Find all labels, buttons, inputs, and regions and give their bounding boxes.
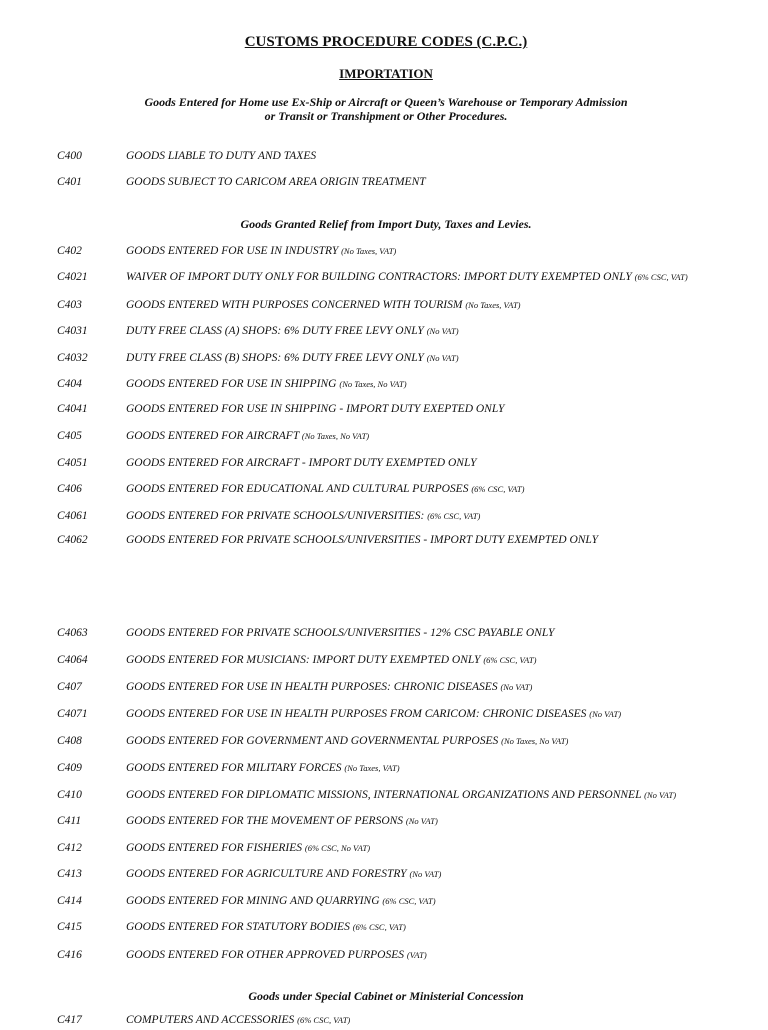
tax-note: (No Taxes, No VAT) bbox=[339, 379, 407, 389]
description-text: GOODS ENTERED FOR PRIVATE SCHOOLS/UNIVERSITIES: bbox=[126, 510, 425, 522]
procedure-description bbox=[126, 1014, 350, 1026]
procedure-description bbox=[126, 681, 532, 693]
tax-note: (No Taxes, VAT) bbox=[465, 300, 521, 310]
tax-note: (No VAT) bbox=[500, 682, 533, 692]
code-row bbox=[0, 176, 768, 192]
procedure-code: C401 bbox=[57, 176, 82, 188]
tax-note: (No VAT) bbox=[644, 790, 677, 800]
procedure-code: C4063 bbox=[57, 627, 88, 639]
description-text: GOODS ENTERED FOR MUSICIANS: IMPORT DUTY EXEMPTED ONLY bbox=[126, 654, 481, 666]
code-row bbox=[0, 352, 768, 368]
procedure-code: C4051 bbox=[57, 457, 88, 469]
procedure-code: C409 bbox=[57, 762, 82, 774]
procedure-code: C405 bbox=[57, 430, 82, 442]
description-text: DUTY FREE CLASS (A) SHOPS: 6% DUTY FREE LEVY ONLY bbox=[126, 325, 424, 337]
tax-note: (No VAT) bbox=[589, 709, 622, 719]
procedure-description bbox=[126, 150, 316, 162]
code-row bbox=[0, 627, 768, 643]
procedure-code: C413 bbox=[57, 868, 82, 880]
code-row bbox=[0, 815, 768, 831]
procedure-description bbox=[126, 815, 438, 827]
tax-note: (6% CSC, VAT) bbox=[483, 655, 537, 665]
tax-note: (No Taxes, VAT) bbox=[341, 246, 397, 256]
procedure-description bbox=[126, 378, 407, 390]
description-text: GOODS SUBJECT TO CARICOM AREA ORIGIN TREATMENT bbox=[126, 176, 426, 188]
procedure-description bbox=[126, 483, 524, 495]
tax-note: (VAT) bbox=[406, 950, 427, 960]
code-row bbox=[0, 681, 768, 697]
tax-note: (No VAT) bbox=[409, 869, 442, 879]
procedure-code: C407 bbox=[57, 681, 82, 693]
procedure-code: C4062 bbox=[57, 534, 88, 546]
procedure-description bbox=[126, 627, 554, 639]
description-text: GOODS ENTERED FOR OTHER APPROVED PURPOSES bbox=[126, 949, 404, 961]
procedure-description bbox=[126, 762, 400, 774]
description-text: GOODS ENTERED FOR AIRCRAFT bbox=[126, 430, 300, 442]
description-text: GOODS ENTERED FOR GOVERNMENT AND GOVERNMENTAL PURPOSES bbox=[126, 735, 499, 747]
procedure-description bbox=[126, 949, 427, 961]
procedure-description bbox=[126, 735, 568, 747]
procedure-description bbox=[126, 245, 396, 257]
description-text: GOODS ENTERED FOR THE MOVEMENT OF PERSONS bbox=[126, 815, 404, 827]
tax-note: (6% CSC, VAT) bbox=[382, 896, 436, 906]
procedure-code: C416 bbox=[57, 949, 82, 961]
procedure-code: C4021 bbox=[57, 271, 88, 283]
tax-note: (6% CSC, No VAT) bbox=[304, 843, 371, 853]
description-text: GOODS ENTERED FOR USE IN HEALTH PURPOSES FROM CARICOM: CHRONIC DISEASES bbox=[126, 708, 587, 720]
code-row bbox=[0, 534, 768, 550]
code-row bbox=[0, 868, 768, 884]
procedure-description bbox=[126, 430, 369, 442]
code-row bbox=[0, 762, 768, 778]
code-row bbox=[0, 378, 768, 394]
procedure-description bbox=[126, 708, 621, 720]
code-row bbox=[0, 735, 768, 751]
tax-note: (No Taxes, VAT) bbox=[344, 763, 400, 773]
code-row bbox=[0, 245, 768, 261]
tax-note: (No Taxes, No VAT) bbox=[501, 736, 569, 746]
procedure-description bbox=[126, 868, 441, 880]
procedure-code: C402 bbox=[57, 245, 82, 257]
procedure-description bbox=[126, 176, 426, 188]
description-text: GOODS ENTERED FOR MINING AND QUARRYING bbox=[126, 895, 380, 907]
procedure-code: C4041 bbox=[57, 403, 88, 415]
tax-note: (6% CSC, VAT) bbox=[471, 484, 525, 494]
section-heading-concession: Goods under Special Cabinet or Ministerial Concession bbox=[248, 989, 524, 1003]
procedure-code: C4071 bbox=[57, 708, 88, 720]
code-row bbox=[0, 271, 768, 287]
description-text: WAIVER OF IMPORT DUTY ONLY FOR BUILDING CONTRACTORS: IMPORT DUTY EXEMPTED ONLY bbox=[126, 271, 632, 283]
code-row bbox=[0, 842, 768, 858]
procedure-code: C410 bbox=[57, 789, 82, 801]
procedure-code: C4061 bbox=[57, 510, 88, 522]
description-text: GOODS ENTERED FOR USE IN SHIPPING - IMPORT DUTY EXEPTED ONLY bbox=[126, 403, 505, 415]
procedure-code: C415 bbox=[57, 921, 82, 933]
description-text: GOODS LIABLE TO DUTY AND TAXES bbox=[126, 150, 317, 162]
code-row bbox=[0, 895, 768, 911]
procedure-description bbox=[126, 789, 676, 801]
code-row bbox=[0, 708, 768, 724]
code-row bbox=[0, 921, 768, 937]
description-text: GOODS ENTERED FOR PRIVATE SCHOOLS/UNIVERSITIES - 12% CSC PAYABLE ONLY bbox=[126, 627, 555, 639]
description-text: GOODS ENTERED FOR DIPLOMATIC MISSIONS, INTERNATIONAL ORGANIZATIONS AND PERSONNEL bbox=[126, 789, 642, 801]
procedure-description bbox=[126, 403, 504, 415]
procedure-code: C400 bbox=[57, 150, 82, 162]
description-text: COMPUTERS AND ACCESSORIES bbox=[126, 1014, 295, 1026]
procedure-code: C414 bbox=[57, 895, 82, 907]
tax-note: (No VAT) bbox=[405, 816, 438, 826]
code-row bbox=[0, 789, 768, 805]
procedure-description bbox=[126, 921, 406, 933]
code-row bbox=[0, 325, 768, 341]
code-row bbox=[0, 654, 768, 670]
tax-note: (6% CSC, VAT) bbox=[352, 922, 406, 932]
code-row bbox=[0, 949, 768, 965]
tax-note: (6% CSC, VAT) bbox=[297, 1015, 351, 1025]
page-title: CUSTOMS PROCEDURE CODES (C.P.C.) bbox=[244, 34, 528, 50]
tax-note: (6% CSC, VAT) bbox=[634, 272, 688, 282]
procedure-code: C4032 bbox=[57, 352, 88, 364]
procedure-code: C417 bbox=[57, 1014, 82, 1026]
description-text: GOODS ENTERED FOR USE IN SHIPPING bbox=[126, 378, 337, 390]
procedure-description bbox=[126, 654, 536, 666]
procedure-description bbox=[126, 842, 370, 854]
description-text: GOODS ENTERED WITH PURPOSES CONCERNED WITH TOURISM bbox=[126, 299, 463, 311]
procedure-description bbox=[126, 325, 459, 337]
procedure-code: C404 bbox=[57, 378, 82, 390]
procedure-code: C403 bbox=[57, 299, 82, 311]
description-text: GOODS ENTERED FOR EDUCATIONAL AND CULTURAL PURPOSES bbox=[126, 483, 469, 495]
description-text: GOODS ENTERED FOR STATUTORY BODIES bbox=[126, 921, 350, 933]
code-row bbox=[0, 457, 768, 473]
description-text: GOODS ENTERED FOR USE IN HEALTH PURPOSES: CHRONIC DISEASES bbox=[126, 681, 498, 693]
procedure-description bbox=[126, 534, 598, 546]
code-row bbox=[0, 150, 768, 166]
code-row bbox=[0, 403, 768, 419]
description-text: GOODS ENTERED FOR USE IN INDUSTRY bbox=[126, 245, 339, 257]
procedure-code: C4031 bbox=[57, 325, 88, 337]
description-text: GOODS ENTERED FOR AIRCRAFT - IMPORT DUTY EXEMPTED ONLY bbox=[126, 457, 477, 469]
description-text: DUTY FREE CLASS (B) SHOPS: 6% DUTY FREE LEVY ONLY bbox=[126, 352, 424, 364]
procedure-description bbox=[126, 299, 521, 311]
page-subtitle: IMPORTATION bbox=[339, 66, 433, 81]
description-text: GOODS ENTERED FOR FISHERIES bbox=[126, 842, 302, 854]
procedure-description bbox=[126, 352, 459, 364]
procedure-code: C4064 bbox=[57, 654, 88, 666]
description-text: GOODS ENTERED FOR AGRICULTURE AND FORESTRY bbox=[126, 868, 407, 880]
tax-note: (No VAT) bbox=[426, 326, 459, 336]
tax-note: (No VAT) bbox=[426, 353, 459, 363]
procedure-description bbox=[126, 271, 688, 283]
procedure-code: C408 bbox=[57, 735, 82, 747]
procedure-description bbox=[126, 895, 436, 907]
code-row bbox=[0, 1014, 768, 1030]
procedure-code: C406 bbox=[57, 483, 82, 495]
procedure-description bbox=[126, 510, 480, 522]
tax-note: (6% CSC, VAT) bbox=[427, 511, 481, 521]
description-text: GOODS ENTERED FOR MILITARY FORCES bbox=[126, 762, 342, 774]
code-row bbox=[0, 483, 768, 499]
code-row bbox=[0, 299, 768, 315]
section-heading-relief: Goods Granted Relief from Import Duty, Taxes and Levies. bbox=[240, 217, 532, 231]
description-text: GOODS ENTERED FOR PRIVATE SCHOOLS/UNIVERSITIES - IMPORT DUTY EXEMPTED ONLY bbox=[126, 534, 598, 546]
code-row bbox=[0, 430, 768, 446]
intro-line-1: Goods Entered for Home use Ex-Ship or Aircraft or Queen’s Warehouse or Temporary Admission bbox=[144, 95, 628, 109]
procedure-description bbox=[126, 457, 477, 469]
code-row bbox=[0, 510, 768, 526]
procedure-code: C412 bbox=[57, 842, 82, 854]
tax-note: (No Taxes, No VAT) bbox=[301, 431, 370, 441]
intro-line-2: or Transit or Transhipment or Other Procedures. bbox=[264, 109, 508, 123]
procedure-code: C411 bbox=[57, 815, 82, 827]
